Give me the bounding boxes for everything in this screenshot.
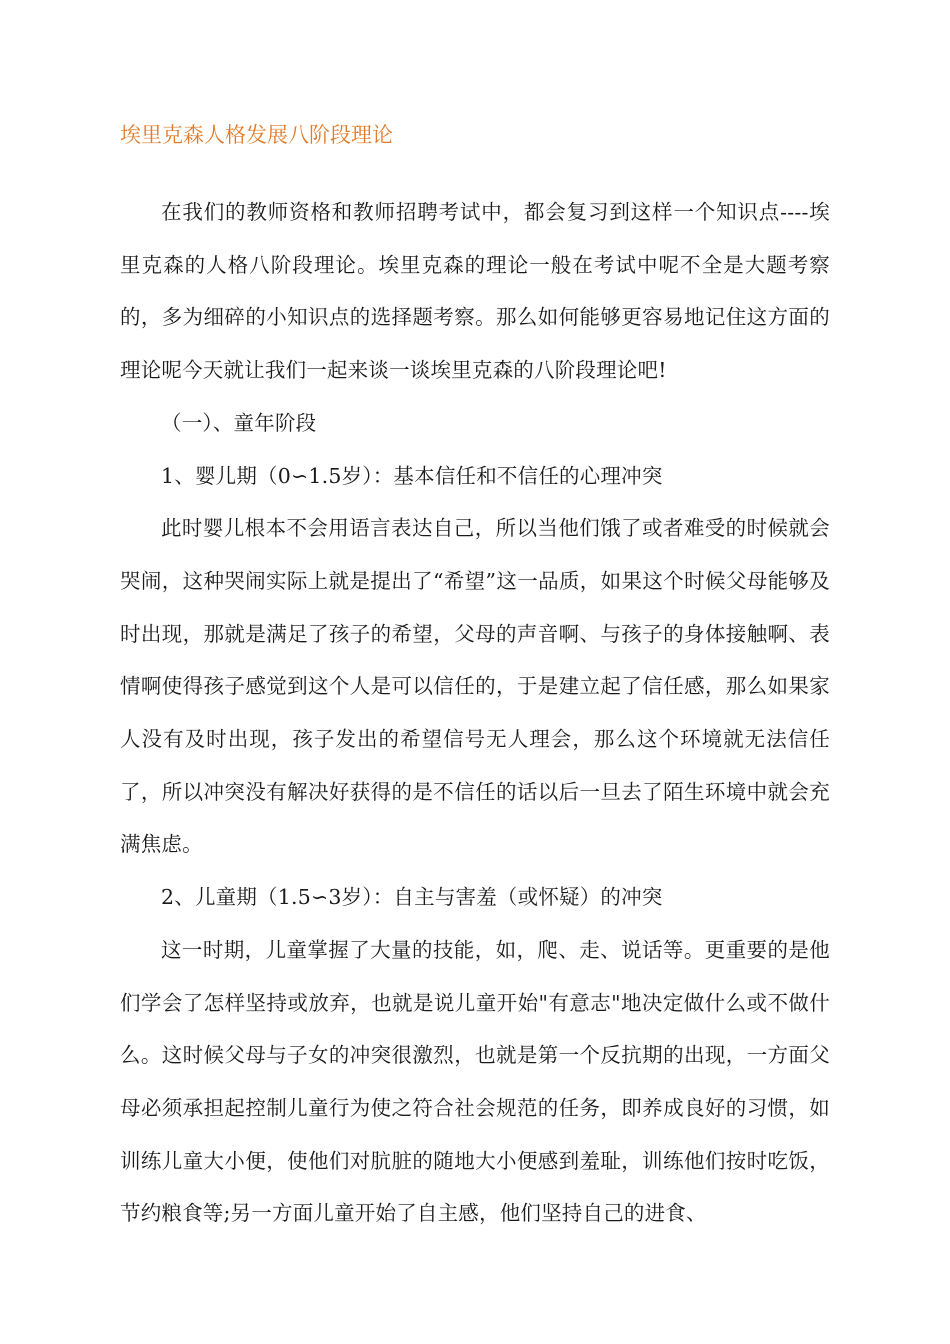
intro-paragraph: 在我们的教师资格和教师招聘考试中，都会复习到这样一个知识点----埃里克森的人格八阶段理论。埃里克森的理论一般在考试中呢不全是大题考察的，多为细碎的小知识点的选择题考察。那么如何能够更容易地记住这方面的理论呢今天就让我们一起来谈一谈埃里克森的八阶段理论吧! xyxy=(120,200,830,383)
section-heading-childhood: （一）、童年阶段 xyxy=(161,410,317,435)
stage-heading-infancy: 1、婴儿期（0∽1.5岁）：基本信任和不信任的心理冲突 xyxy=(161,463,663,488)
infancy-paragraph: 此时婴儿根本不会用语言表达自己，所以当他们饿了或者难受的时候就会哭闹，这种哭闹实际上就是提出了“希望”这一品质，如果这个时候父母能够及时出现，那就是满足了孩子的希望，父母的声音啊、与孩子的身体接触啊、表情啊使得孩子感觉到这个人是可以信任的，于是建立起了信任感，那么如果家人没有及时出现，孩子发出的希望信号无人理会，那么这个环境就无法信任了，所以冲突没有解决好获得的是不信任的话以后一旦去了陌生环境中就会充满焦虑。 xyxy=(120,516,830,857)
document-body xyxy=(120,186,830,1240)
early-childhood-paragraph: 这一时期，儿童掌握了大量的技能，如，爬、走、说话等。更重要的是他们学会了怎样坚持或放弃，也就是说儿童开始"有意志"地决定做什么或不做什么。这时候父母与子女的冲突很激烈，也就是第一个反抗期的出现，一方面父母必须承担起控制儿童行为使之符合社会规范的任务，即养成良好的习惯，如训练儿童大小便，使他们对肮脏的随地大小便感到羞耻，训练他们按时吃饭，节约粮食等;另一方面儿童开始了自主感，他们坚持自己的进食、 xyxy=(120,937,830,1226)
document-title: 埃里克森人格发展八阶段理论 xyxy=(120,123,393,147)
stage-heading-early-childhood: 2、儿童期（1.5∽3岁）：自主与害羞（或怀疑）的冲突 xyxy=(161,885,663,910)
